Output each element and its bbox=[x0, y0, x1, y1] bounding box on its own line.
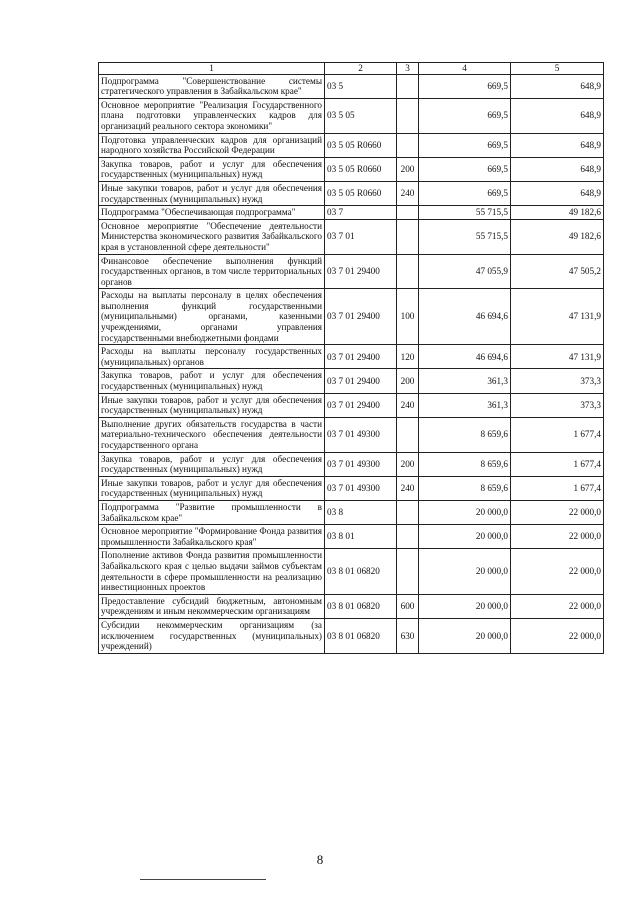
header-col-5: 5 bbox=[511, 63, 604, 75]
row-name-cell: Основное мероприятие "Реализация Государственного плана подготовки управленческих кадров для организаций реального сектора экономики" bbox=[99, 98, 325, 133]
row-name-cell: Подпрограмма "Обеспечивающая подпрограмма" bbox=[99, 206, 325, 220]
row-amount-1-cell: 20 000,0 bbox=[419, 525, 511, 549]
row-amount-1-cell: 361,3 bbox=[419, 393, 511, 417]
row-name-cell: Выполнение других обязательств государства в части материально-технического обеспечения деятельности государственного органа bbox=[99, 417, 325, 452]
row-expense-type-cell: 630 bbox=[397, 618, 419, 653]
row-name-cell: Финансовое обеспечение выполнения функций государственных органов, в том числе территориальных органов bbox=[99, 254, 325, 289]
row-expense-type-cell: 200 bbox=[397, 369, 419, 393]
table-row bbox=[99, 181, 604, 205]
row-amount-1-cell: 46 694,6 bbox=[419, 345, 511, 369]
row-amount-1-cell: 47 055,9 bbox=[419, 254, 511, 289]
row-code-cell: 03 7 01 29400 bbox=[325, 289, 397, 345]
row-amount-1-cell: 669,5 bbox=[419, 157, 511, 181]
row-name-cell: Расходы на выплаты персоналу в целях обеспечения выполнения функций государственными (муниципальными) органами, казенными учреждениями, органами управления государственными внебюджетными фондами bbox=[99, 289, 325, 345]
row-code-cell: 03 7 01 29400 bbox=[325, 254, 397, 289]
row-amount-1-cell: 55 715,5 bbox=[419, 219, 511, 254]
row-name-cell: Основное мероприятие "Обеспечение деятельности Министерства экономического развития Забайкальского края в установленной сфере деятельности" bbox=[99, 219, 325, 254]
row-amount-2-cell: 1 677,4 bbox=[511, 417, 604, 452]
row-expense-type-cell: 120 bbox=[397, 345, 419, 369]
page-number: 8 bbox=[316, 852, 324, 867]
row-amount-1-cell: 669,5 bbox=[419, 133, 511, 157]
row-amount-1-cell: 20 000,0 bbox=[419, 618, 511, 653]
row-name-cell: Предоставление субсидий бюджетным, автономным учреждениям и иным некоммерческим организациям bbox=[99, 594, 325, 618]
row-amount-2-cell: 648,9 bbox=[511, 74, 604, 98]
row-name-cell: Иные закупки товаров, работ и услуг для обеспечения государственных (муниципальных) нужд bbox=[99, 476, 325, 500]
header-row bbox=[99, 63, 604, 75]
table-row bbox=[99, 525, 604, 549]
row-expense-type-cell bbox=[397, 254, 419, 289]
row-amount-2-cell: 1 677,4 bbox=[511, 452, 604, 476]
row-code-cell: 03 8 01 06820 bbox=[325, 618, 397, 653]
row-amount-2-cell: 373,3 bbox=[511, 393, 604, 417]
row-name-cell: Субсидии некоммерческим организациям (за исключением государственных (муниципальных) учреждений) bbox=[99, 618, 325, 653]
row-code-cell: 03 7 01 bbox=[325, 219, 397, 254]
row-expense-type-cell bbox=[397, 133, 419, 157]
table-row bbox=[99, 417, 604, 452]
row-code-cell: 03 7 01 49300 bbox=[325, 452, 397, 476]
row-code-cell: 03 8 01 06820 bbox=[325, 594, 397, 618]
row-expense-type-cell bbox=[397, 525, 419, 549]
row-amount-2-cell: 49 182,6 bbox=[511, 219, 604, 254]
row-amount-2-cell: 22 000,0 bbox=[511, 618, 604, 653]
row-name-cell: Пополнение активов Фонда развития промышленности Забайкальского края с целью выдачи займов субъектам деятельности в сфере промышленности на реализацию инвестиционных проектов bbox=[99, 549, 325, 594]
row-amount-2-cell: 22 000,0 bbox=[511, 549, 604, 594]
row-expense-type-cell bbox=[397, 219, 419, 254]
row-amount-1-cell: 8 659,6 bbox=[419, 476, 511, 500]
row-amount-2-cell: 47 131,9 bbox=[511, 289, 604, 345]
row-amount-1-cell: 669,5 bbox=[419, 98, 511, 133]
table-row bbox=[99, 452, 604, 476]
header-col-2: 2 bbox=[325, 63, 397, 75]
table-row bbox=[99, 618, 604, 653]
footer-rule bbox=[140, 879, 266, 880]
row-amount-1-cell: 20 000,0 bbox=[419, 594, 511, 618]
row-amount-1-cell: 20 000,0 bbox=[419, 549, 511, 594]
row-amount-2-cell: 373,3 bbox=[511, 369, 604, 393]
table-row bbox=[99, 500, 604, 524]
row-amount-2-cell: 22 000,0 bbox=[511, 594, 604, 618]
row-expense-type-cell: 240 bbox=[397, 393, 419, 417]
row-amount-2-cell: 47 505,2 bbox=[511, 254, 604, 289]
table-row bbox=[99, 74, 604, 98]
row-name-cell: Иные закупки товаров, работ и услуг для обеспечения государственных (муниципальных) нужд bbox=[99, 181, 325, 205]
row-expense-type-cell bbox=[397, 98, 419, 133]
row-code-cell: 03 5 05 R0660 bbox=[325, 181, 397, 205]
table-row bbox=[99, 133, 604, 157]
row-amount-2-cell: 648,9 bbox=[511, 133, 604, 157]
row-name-cell: Иные закупки товаров, работ и услуг для обеспечения государственных (муниципальных) нужд bbox=[99, 393, 325, 417]
row-expense-type-cell: 600 bbox=[397, 594, 419, 618]
row-name-cell: Закупка товаров, работ и услуг для обеспечения государственных (муниципальных) нужд bbox=[99, 369, 325, 393]
row-amount-1-cell: 361,3 bbox=[419, 369, 511, 393]
row-expense-type-cell: 240 bbox=[397, 476, 419, 500]
row-code-cell: 03 7 01 29400 bbox=[325, 393, 397, 417]
table-row bbox=[99, 206, 604, 220]
row-amount-1-cell: 669,5 bbox=[419, 181, 511, 205]
row-code-cell: 03 8 01 06820 bbox=[325, 549, 397, 594]
row-expense-type-cell bbox=[397, 206, 419, 220]
table-row bbox=[99, 549, 604, 594]
header-col-4: 4 bbox=[419, 63, 511, 75]
row-code-cell: 03 7 01 49300 bbox=[325, 476, 397, 500]
row-expense-type-cell bbox=[397, 74, 419, 98]
row-code-cell: 03 5 05 bbox=[325, 98, 397, 133]
table-row bbox=[99, 476, 604, 500]
row-code-cell: 03 5 05 R0660 bbox=[325, 133, 397, 157]
row-amount-1-cell: 20 000,0 bbox=[419, 500, 511, 524]
table-row bbox=[99, 219, 604, 254]
row-code-cell: 03 7 01 49300 bbox=[325, 417, 397, 452]
row-amount-2-cell: 47 131,9 bbox=[511, 345, 604, 369]
row-expense-type-cell: 200 bbox=[397, 452, 419, 476]
row-name-cell: Расходы на выплаты персоналу государственных (муниципальных) органов bbox=[99, 345, 325, 369]
table-row bbox=[99, 369, 604, 393]
row-amount-1-cell: 46 694,6 bbox=[419, 289, 511, 345]
table-row bbox=[99, 594, 604, 618]
row-expense-type-cell: 200 bbox=[397, 157, 419, 181]
row-amount-2-cell: 1 677,4 bbox=[511, 476, 604, 500]
row-name-cell: Подготовка управленческих кадров для организаций народного хозяйства Российской Федерации bbox=[99, 133, 325, 157]
row-code-cell: 03 8 bbox=[325, 500, 397, 524]
table-row bbox=[99, 254, 604, 289]
row-expense-type-cell bbox=[397, 549, 419, 594]
table-row bbox=[99, 393, 604, 417]
row-amount-1-cell: 8 659,6 bbox=[419, 417, 511, 452]
row-amount-2-cell: 49 182,6 bbox=[511, 206, 604, 220]
table-row bbox=[99, 345, 604, 369]
row-amount-1-cell: 669,5 bbox=[419, 74, 511, 98]
header-col-1: 1 bbox=[99, 63, 325, 75]
row-name-cell: Подпрограмма "Развитие промышленности в Забайкальском крае" bbox=[99, 500, 325, 524]
row-code-cell: 03 8 01 bbox=[325, 525, 397, 549]
row-code-cell: 03 7 bbox=[325, 206, 397, 220]
table-row bbox=[99, 98, 604, 133]
row-expense-type-cell bbox=[397, 500, 419, 524]
row-expense-type-cell bbox=[397, 417, 419, 452]
row-code-cell: 03 5 bbox=[325, 74, 397, 98]
row-expense-type-cell: 100 bbox=[397, 289, 419, 345]
table-row bbox=[99, 289, 604, 345]
row-code-cell: 03 7 01 29400 bbox=[325, 345, 397, 369]
row-code-cell: 03 7 01 29400 bbox=[325, 369, 397, 393]
budget-table bbox=[98, 62, 604, 654]
table-body bbox=[99, 74, 604, 653]
row-name-cell: Основное мероприятие "Формирование Фонда развития промышленности Забайкальского края" bbox=[99, 525, 325, 549]
row-amount-2-cell: 648,9 bbox=[511, 98, 604, 133]
row-name-cell: Закупка товаров, работ и услуг для обеспечения государственных (муниципальных) нужд bbox=[99, 452, 325, 476]
row-amount-2-cell: 648,9 bbox=[511, 157, 604, 181]
row-amount-1-cell: 55 715,5 bbox=[419, 206, 511, 220]
row-amount-2-cell: 22 000,0 bbox=[511, 525, 604, 549]
row-amount-1-cell: 8 659,6 bbox=[419, 452, 511, 476]
table-header bbox=[99, 63, 604, 75]
table-row bbox=[99, 157, 604, 181]
row-expense-type-cell: 240 bbox=[397, 181, 419, 205]
header-col-3: 3 bbox=[397, 63, 419, 75]
row-amount-2-cell: 22 000,0 bbox=[511, 500, 604, 524]
row-amount-2-cell: 648,9 bbox=[511, 181, 604, 205]
row-name-cell: Подпрограмма "Совершенствование системы стратегического управления в Забайкальском крае" bbox=[99, 74, 325, 98]
row-name-cell: Закупка товаров, работ и услуг для обеспечения государственных (муниципальных) нужд bbox=[99, 157, 325, 181]
row-code-cell: 03 5 05 R0660 bbox=[325, 157, 397, 181]
